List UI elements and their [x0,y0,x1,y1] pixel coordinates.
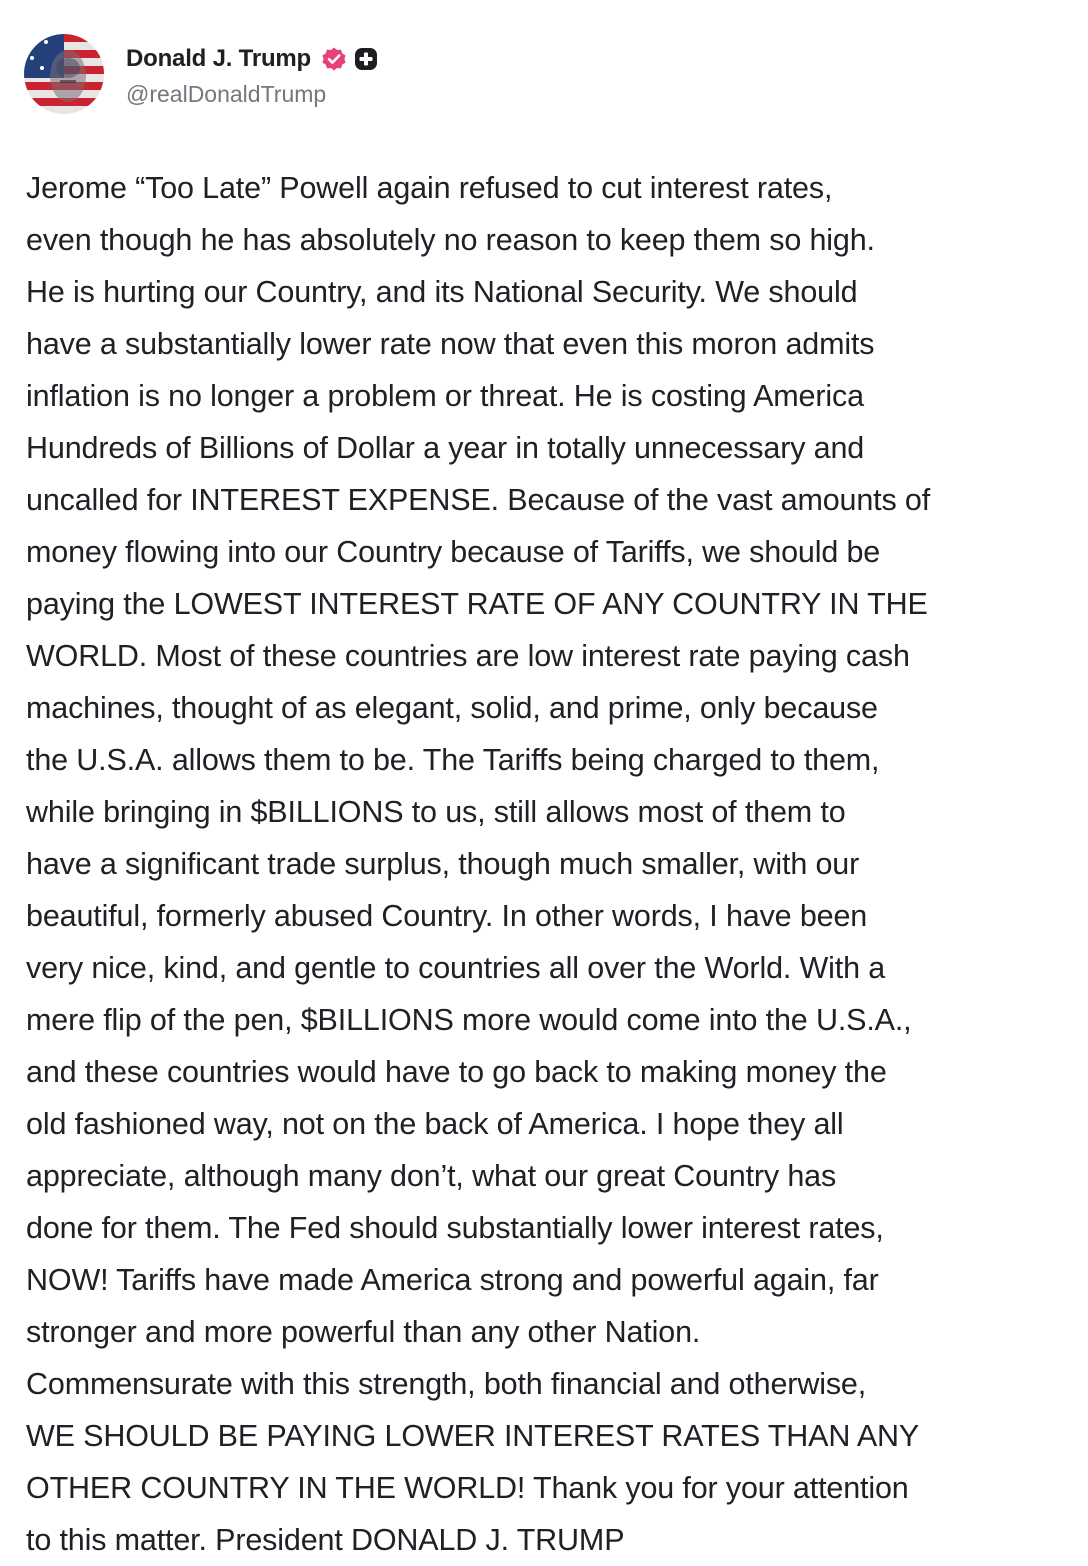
author-handle[interactable]: @realDonaldTrump [126,80,327,107]
avatar[interactable] [24,34,104,114]
author-display-name[interactable]: Donald J. Trump [126,44,312,72]
name-row [126,41,379,77]
verified-badge-icon [321,46,347,72]
post-body-text: Jerome “Too Late” Powell again refused to cut interest rates, even though he has absolutely no reason to keep them so high. He is hurting our Country, and its National Security. We should have a substantially lower rate now that even this moron admits inflation is no longer a problem or threat. He is costing America Hundreds of Billions of Dollar a year in totally unnecessary and uncalled for INTEREST EXPENSE. Because of the vast amounts of money flowing into our Country because of Tariffs, we should be paying the LOWEST INTEREST RATE OF ANY COUNTRY IN THE WORLD. Most of these countries are low interest rate paying cash machines, thought of as elegant, solid, and prime, only because the U.S.A. allows them to be. The Tariffs being charged to them, while bringing in $BILLIONS to us, still allows most of them to have a significant trade surplus, though much smaller, with our beautiful, formerly abused Country. In other words, I have been very nice, kind, and gentle to countries all over the World. With a mere flip of the pen, $BILLIONS more would come into the U.S.A., and these countries would have to go back to making money the old fashioned way, not on the back of America. I hope they all appreciate, although many don’t, what our great Country has done for them. The Fed should substantially lower interest rates, NOW! Tariffs have made America strong and powerful again, far stronger and more powerful than any other Nation. Commensurate with this strength, both financial and otherwise, WE SHOULD BE PAYING LOWER INTEREST RATES THAN ANY OTHER COUNTRY IN THE WORLD! Thank you for your attention to this matter. President DONALD J. TRUMP [26,171,931,1557]
plus-badge-icon [353,46,379,72]
avatar-image [24,34,104,114]
author-names [126,41,379,108]
post-header [24,34,379,114]
